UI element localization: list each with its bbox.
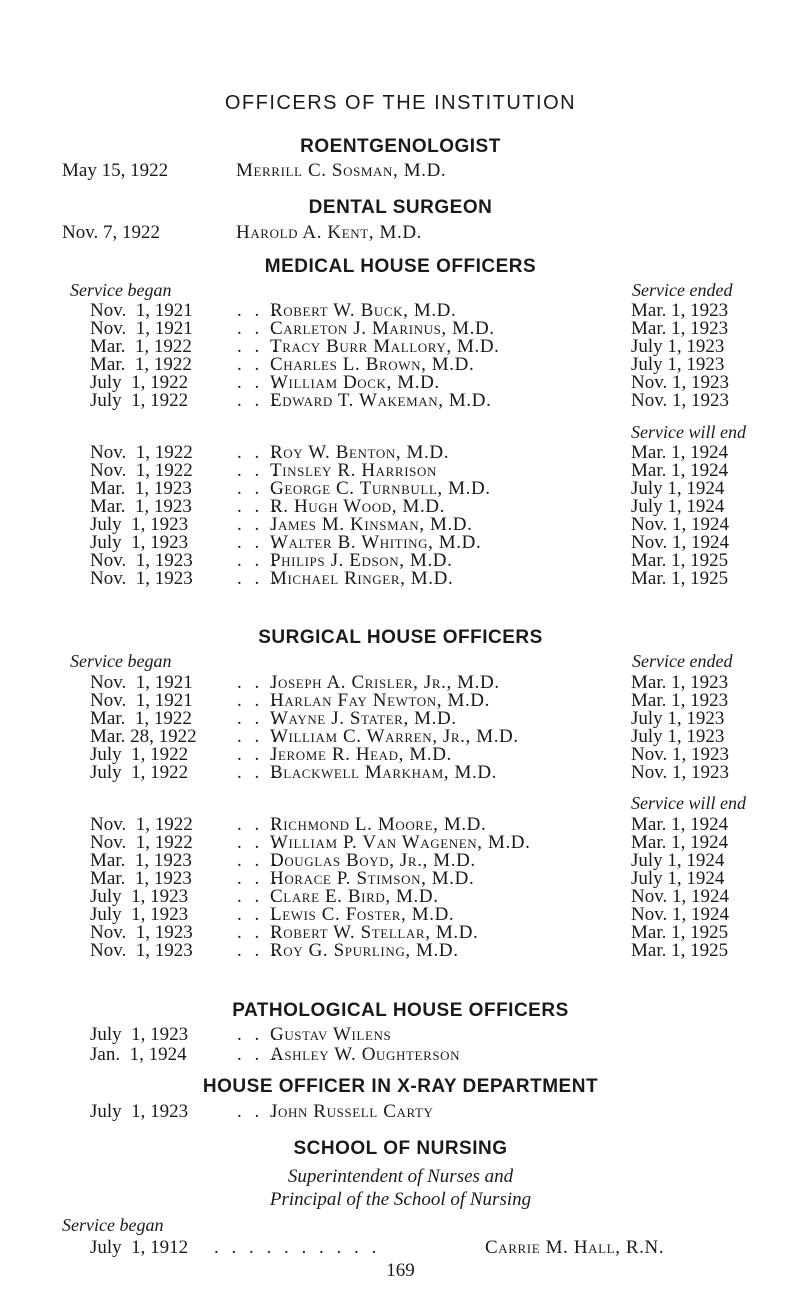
service-end-date: Mar. 1, 1923 <box>631 318 729 339</box>
officer-name: Wayne J. Stater, M.D. <box>270 708 457 729</box>
service-began-date: Nov. 1, 1923 <box>90 922 193 943</box>
surgical-ended-label: Service ended <box>632 651 733 671</box>
service-began-date: July 1, 1923 <box>90 904 189 925</box>
service-end-date: Nov. 1, 1924 <box>631 532 729 553</box>
service-began-date: July 1, 1923 <box>90 514 189 535</box>
officer-row <box>0 390 801 412</box>
officer-row <box>0 1044 801 1066</box>
officer-name: Roy W. Benton, M.D. <box>270 442 450 463</box>
officer-name: Ashley W. Oughterson <box>270 1044 461 1065</box>
officer-name: Carleton J. Marinus, M.D. <box>270 318 495 339</box>
service-end-date: July 1, 1923 <box>631 726 725 747</box>
service-end-date: Mar. 1, 1924 <box>631 832 729 853</box>
service-began-date: Nov. 1, 1922 <box>90 460 193 481</box>
leader-dots: . . . <box>237 514 281 535</box>
leader-dots: . . . <box>237 708 281 729</box>
service-began-date: July 1, 1922 <box>90 390 189 411</box>
nursing-superintendent-name: Carrie M. Hall, R.N. <box>485 1237 665 1258</box>
leader-dots: . . . <box>237 442 281 463</box>
officer-row <box>0 940 801 962</box>
leader-dots: . . . <box>237 726 281 747</box>
page-title: OFFICERS OF THE INSTITUTION <box>224 92 577 114</box>
service-began-date: Mar. 1, 1923 <box>90 868 192 889</box>
service-end-date: Nov. 1, 1924 <box>631 514 729 535</box>
service-end-date: Mar. 1, 1925 <box>631 568 729 589</box>
service-began-date: Nov. 1, 1921 <box>90 690 193 711</box>
officer-name: Philips J. Edson, M.D. <box>270 550 453 571</box>
officer-name: Gustav Wilens <box>270 1024 392 1045</box>
leader-dots: . . . <box>237 460 281 481</box>
leader-dots: . . . <box>237 300 281 321</box>
leader-dots: . . . <box>237 1044 281 1065</box>
service-end-date: Mar. 1, 1923 <box>631 690 729 711</box>
officer-name: James M. Kinsman, M.D. <box>270 514 473 535</box>
officer-name: John Russell Carty <box>270 1101 434 1122</box>
service-began-date: July 1, 1922 <box>90 372 189 393</box>
officer-name: George C. Turnbull, M.D. <box>270 478 491 499</box>
xray-officer-heading: HOUSE OFFICER IN X-RAY DEPARTMENT <box>202 1076 599 1097</box>
nursing-leader-dots: . . . . . . . . . . <box>214 1237 381 1258</box>
service-end-date: Nov. 1, 1923 <box>631 372 729 393</box>
service-began-date: Nov. 1, 1922 <box>90 442 193 463</box>
officer-name: Edward T. Wakeman, M.D. <box>270 390 492 411</box>
service-end-date: Nov. 1, 1923 <box>631 762 729 783</box>
medical-officers-heading: MEDICAL HOUSE OFFICERS <box>264 256 537 277</box>
officer-name: Joseph A. Crisler, Jr., M.D. <box>270 672 500 693</box>
leader-dots: . . . <box>237 1024 281 1045</box>
leader-dots: . . . <box>237 940 281 961</box>
service-began-date: Nov. 1, 1921 <box>90 672 193 693</box>
service-end-date: Mar. 1, 1923 <box>631 300 729 321</box>
dental-surgeon-date: Nov. 7, 1922 <box>62 222 160 243</box>
leader-dots: . . . <box>237 904 281 925</box>
nursing-subtitle-2: Principal of the School of Nursing <box>269 1189 532 1210</box>
officer-row <box>0 1101 801 1123</box>
officer-name: Robert W. Buck, M.D. <box>270 300 457 321</box>
officer-name: Douglas Boyd, Jr., M.D. <box>270 850 476 871</box>
officer-row <box>0 762 801 784</box>
service-end-date: Mar. 1, 1924 <box>631 814 729 835</box>
medical-began-label: Service began <box>70 280 172 300</box>
surgical-will-end-label: Service will end <box>631 793 746 813</box>
leader-dots: . . . <box>237 390 281 411</box>
pathological-officers-heading: PATHOLOGICAL HOUSE OFFICERS <box>232 1000 569 1021</box>
leader-dots: . . . <box>237 690 281 711</box>
leader-dots: . . . <box>237 354 281 375</box>
medical-will-end-label: Service will end <box>631 422 746 442</box>
leader-dots: . . . <box>237 850 281 871</box>
service-end-date: July 1, 1924 <box>631 850 725 871</box>
roentgenologist-date: May 15, 1922 <box>62 160 169 181</box>
leader-dots: . . . <box>237 762 281 783</box>
leader-dots: . . . <box>237 372 281 393</box>
service-end-date: Mar. 1, 1925 <box>631 940 729 961</box>
officer-name: William P. Van Wagenen, M.D. <box>270 832 531 853</box>
service-began-date: Mar. 1, 1922 <box>90 708 192 729</box>
roentgenologist-name: Merrill C. Sosman, M.D. <box>236 160 447 181</box>
leader-dots: . . . <box>237 744 281 765</box>
officer-name: Tracy Burr Mallory, M.D. <box>270 336 500 357</box>
service-began-date: Mar. 1, 1922 <box>90 354 192 375</box>
nursing-subtitle-1: Superintendent of Nurses and <box>287 1166 514 1187</box>
service-began-date: July 1, 1923 <box>90 886 189 907</box>
service-end-date: Mar. 1, 1923 <box>631 672 729 693</box>
service-began-date: July 1, 1923 <box>90 1101 189 1122</box>
service-began-date: Mar. 1, 1923 <box>90 478 192 499</box>
officer-name: Robert W. Stellar, M.D. <box>270 922 479 943</box>
officer-name: Lewis C. Foster, M.D. <box>270 904 455 925</box>
nursing-date: July 1, 1912 <box>90 1237 189 1258</box>
officer-row <box>0 568 801 590</box>
leader-dots: . . . <box>237 922 281 943</box>
dental-surgeon-heading: DENTAL SURGEON <box>308 197 493 218</box>
officer-name: Jerome R. Head, M.D. <box>270 744 452 765</box>
leader-dots: . . . <box>237 318 281 339</box>
roentgenologist-heading: ROENTGENOLOGIST <box>300 136 501 157</box>
officer-name: Tinsley R. Harrison <box>270 460 437 481</box>
service-end-date: July 1, 1923 <box>631 336 725 357</box>
service-began-date: July 1, 1922 <box>90 762 189 783</box>
officer-name: Richmond L. Moore, M.D. <box>270 814 487 835</box>
service-began-date: July 1, 1923 <box>90 532 189 553</box>
leader-dots: . . . <box>237 496 281 517</box>
service-began-date: Nov. 1, 1923 <box>90 940 193 961</box>
leader-dots: . . . <box>237 478 281 499</box>
dental-surgeon-name: Harold A. Kent, M.D. <box>236 222 423 243</box>
service-began-date: Nov. 1, 1923 <box>90 550 193 571</box>
leader-dots: . . . <box>237 336 281 357</box>
medical-ended-label: Service ended <box>632 280 733 300</box>
service-end-date: July 1, 1923 <box>631 708 725 729</box>
service-began-date: Nov. 1, 1923 <box>90 568 193 589</box>
leader-dots: . . . <box>237 1101 281 1122</box>
page-number: 169 <box>386 1260 415 1281</box>
service-began-date: Nov. 1, 1922 <box>90 814 193 835</box>
service-began-date: Mar. 1, 1923 <box>90 850 192 871</box>
officer-name: William C. Warren, Jr., M.D. <box>270 726 519 747</box>
service-began-date: July 1, 1923 <box>90 1024 189 1045</box>
leader-dots: . . . <box>237 886 281 907</box>
service-end-date: Nov. 1, 1923 <box>631 744 729 765</box>
officer-name: Blackwell Markham, M.D. <box>270 762 497 783</box>
leader-dots: . . . <box>237 868 281 889</box>
officer-row <box>0 1024 801 1046</box>
officer-name: Horace P. Stimson, M.D. <box>270 868 475 889</box>
officer-name: Clare E. Bird, M.D. <box>270 886 439 907</box>
service-end-date: Mar. 1, 1925 <box>631 922 729 943</box>
officer-name: Michael Ringer, M.D. <box>270 568 454 589</box>
leader-dots: . . . <box>237 550 281 571</box>
service-began-date: Mar. 1, 1923 <box>90 496 192 517</box>
officer-name: Charles L. Brown, M.D. <box>270 354 475 375</box>
leader-dots: . . . <box>237 832 281 853</box>
surgical-officers-heading: SURGICAL HOUSE OFFICERS <box>258 627 543 648</box>
service-end-date: July 1, 1924 <box>631 496 725 517</box>
service-began-date: July 1, 1922 <box>90 744 189 765</box>
service-began-date: Nov. 1, 1922 <box>90 832 193 853</box>
service-end-date: Nov. 1, 1923 <box>631 390 729 411</box>
service-end-date: Nov. 1, 1924 <box>631 886 729 907</box>
service-end-date: Mar. 1, 1924 <box>631 442 729 463</box>
surgical-began-label: Service began <box>70 651 172 671</box>
leader-dots: . . . <box>237 672 281 693</box>
officer-name: Roy G. Spurling, M.D. <box>270 940 459 961</box>
service-began-date: Jan. 1, 1924 <box>90 1044 187 1065</box>
officer-name: R. Hugh Wood, M.D. <box>270 496 445 517</box>
leader-dots: . . . <box>237 568 281 589</box>
service-end-date: July 1, 1924 <box>631 868 725 889</box>
service-end-date: July 1, 1924 <box>631 478 725 499</box>
service-began-date: Mar. 28, 1922 <box>90 726 197 747</box>
nursing-heading: SCHOOL OF NURSING <box>293 1138 508 1159</box>
service-end-date: Mar. 1, 1925 <box>631 550 729 571</box>
service-end-date: Mar. 1, 1924 <box>631 460 729 481</box>
nursing-began-label: Service began <box>62 1215 164 1235</box>
officer-name: Harlan Fay Newton, M.D. <box>270 690 490 711</box>
officer-name: William Dock, M.D. <box>270 372 440 393</box>
service-began-date: Mar. 1, 1922 <box>90 336 192 357</box>
service-end-date: July 1, 1923 <box>631 354 725 375</box>
service-began-date: Nov. 1, 1921 <box>90 300 193 321</box>
leader-dots: . . . <box>237 532 281 553</box>
service-began-date: Nov. 1, 1921 <box>90 318 193 339</box>
leader-dots: . . . <box>237 814 281 835</box>
service-end-date: Nov. 1, 1924 <box>631 904 729 925</box>
officer-name: Walter B. Whiting, M.D. <box>270 532 482 553</box>
